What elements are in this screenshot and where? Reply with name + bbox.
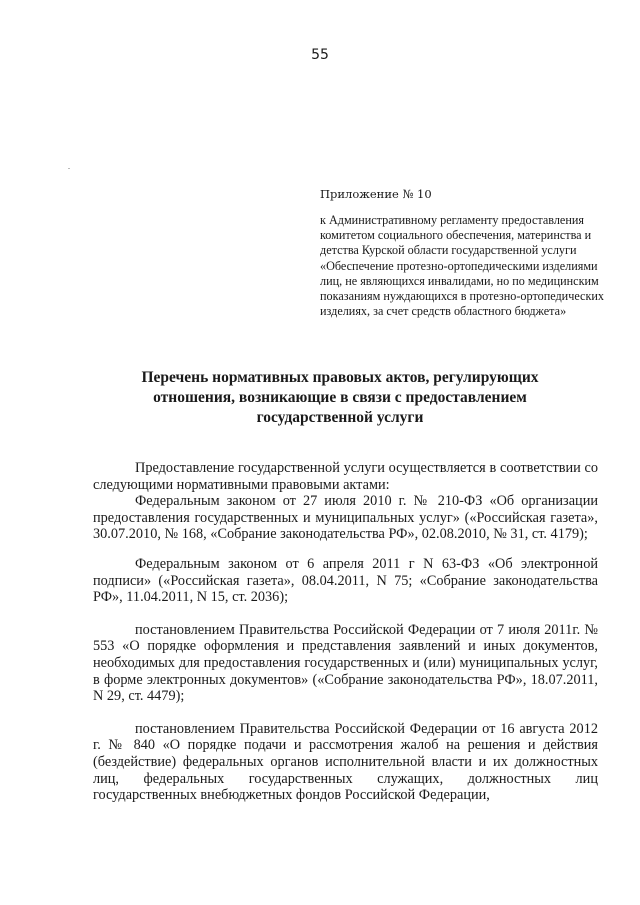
scan-speck <box>68 168 70 169</box>
appendix-title: Приложение № 10 <box>320 187 432 201</box>
page-number: 55 <box>311 47 329 63</box>
document-body <box>93 460 598 804</box>
document-title: Перечень нормативных правовых актов, регулирующих отношения, возникающие в связи с предоставлением государственной услуги <box>141 369 539 426</box>
body-paragraph-decree-840: постановлением Правительства Российской Федерации от 16 августа 2012 г. № 840 «О порядке подачи и рассмотрения жалоб на решения и действия (бездействие) федеральных органов исполнительной власти и их должностных лиц, федеральных государственных служащих, должностных лиц государственных внебюджетных фондов Российской Федерации, <box>93 720 598 804</box>
body-paragraph-decree-553: постановлением Правительства Российской Федерации от 7 июля 2011г. № 553 «О порядке оформления и представления заявлений и иных документов, необходимых для предоставления государственных и (или) муниципальных услуг, в форме электронных документов» («Собрание законодательства РФ», 18.07.2011, N 29, ст. 4479); <box>93 621 598 705</box>
body-paragraph-law-210: Федеральным законом от 27 июля 2010 г. № 210-ФЗ «Об организации предоставления государственных и муниципальных услуг» («Российская газета», 30.07.2010, № 168, «Собрание законодательства РФ», 02.08.2010, № 31, ст. 4179); <box>93 493 598 543</box>
body-paragraph-intro: Предоставление государственной услуги осуществляется в соответствии со следующими нормативными правовыми актами: <box>93 460 598 493</box>
body-paragraph-law-63: Федеральным законом от 6 апреля 2011 г N 63-ФЗ «Об электронной подписи» («Российская газета», 08.04.2011, N 75; «Собрание законодательства РФ», 11.04.2011, N 15, ст. 2036); <box>93 555 598 606</box>
appendix-reference-text: к Административному регламенту предоставления комитетом социального обеспечения, материнства и детства Курской области государственной услуги «Обеспечение протезно-ортопедическими изделиями лиц, не являющихся инвалидами, но по медицинским показаниям нуждающихся в протезно-ортопедических изделиях, за счет средств областного бюджета» <box>320 213 604 319</box>
